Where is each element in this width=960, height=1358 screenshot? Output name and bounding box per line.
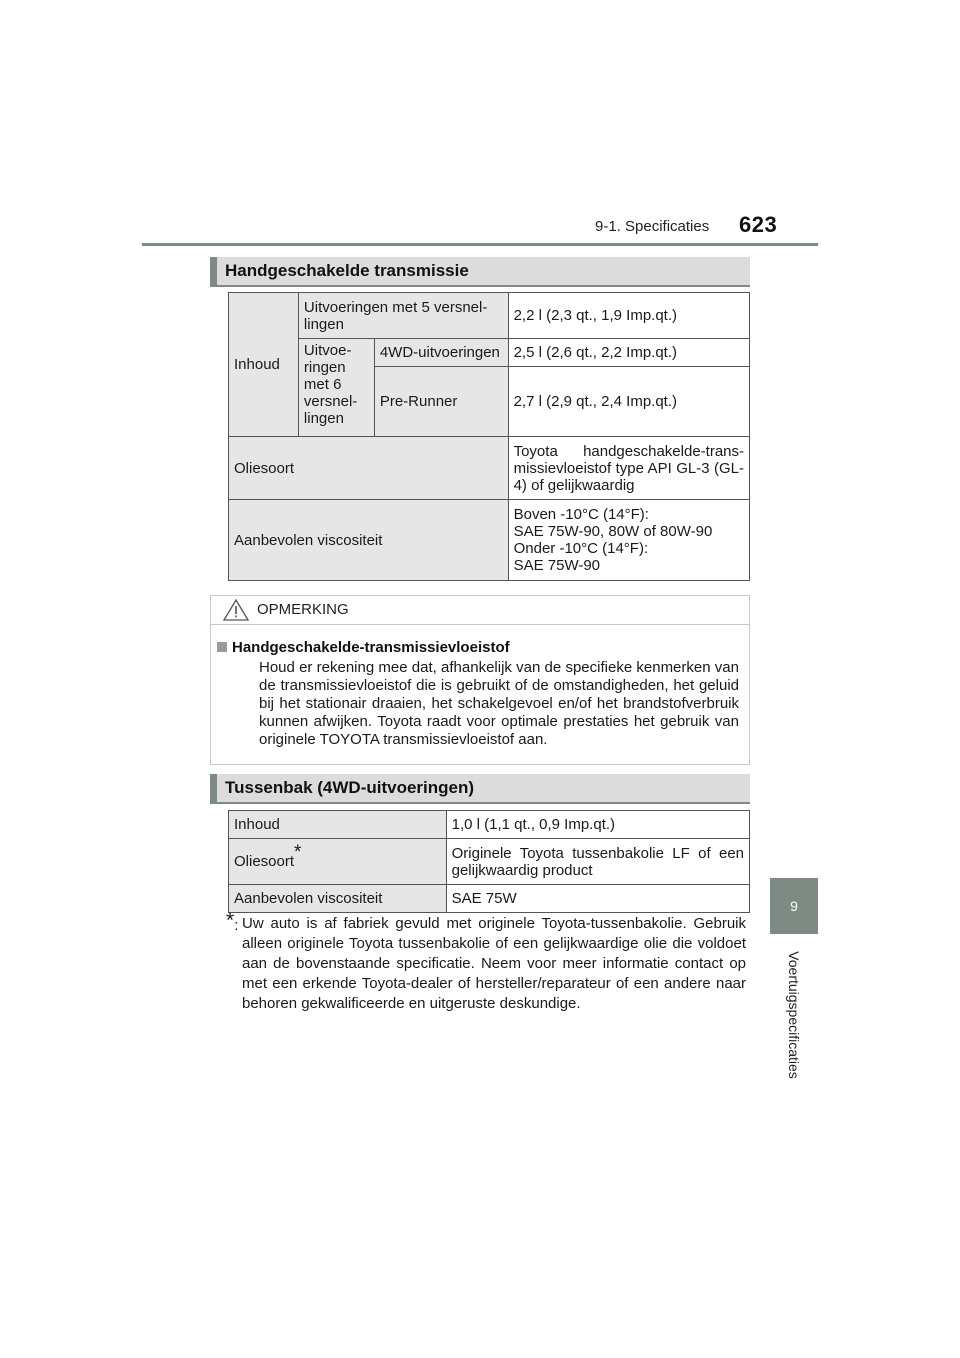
transfer-oil-type-value: Originele Toyota tussenbakolie LF of een gelijkwaardig product [446,839,749,885]
footnote-marker: *: [226,909,239,934]
five-speed-label: Uitvoeringen met 5 versnel-lingen [298,293,508,339]
viscosity-line: Onder -10°C (14°F): [513,540,649,557]
section-heading: 9-1. Specificaties [595,218,710,235]
notice-item-text: Handgeschakelde-transmissievloeistof [232,639,510,656]
viscosity-value [508,500,749,581]
six-speed-label: Uitvoe-ringen met 6 versnel-lingen [298,339,374,437]
transfer-case-table [228,810,750,913]
bullet-square-icon [217,642,227,652]
notice-title: OPMERKING [257,601,349,618]
footnote [226,909,746,1014]
manual-transmission-table [228,292,750,581]
six-speed-4wd-label: 4WD-uitvoeringen [374,339,508,367]
section-title: Handgeschakelde transmissie [225,261,469,280]
notice-box [210,595,750,765]
viscosity-line: SAE 75W-90, 80W of 80W-90 [513,523,713,540]
section-title: Tussenbak (4WD-uitvoeringen) [225,778,475,797]
chapter-label [770,944,818,1086]
oil-type-label: Oliesoort [229,437,509,500]
transfer-viscosity-value: SAE 75W [446,885,749,913]
transfer-capacity-label: Inhoud [229,811,447,839]
section-header-bar [210,257,217,285]
notice-item-title [217,639,510,656]
section-header-manual-transmission [210,257,750,287]
transfer-oil-type-label [229,839,447,885]
header-divider [142,243,818,246]
chapter-label-text: Voertuigspecificaties [786,951,803,1079]
six-speed-4wd-value: 2,5 l (2,6 qt., 2,2 Imp.qt.) [508,339,749,367]
section-header-transfer-case [210,774,750,804]
footnote-text: Uw auto is af fabriek gevuld met originele Toyota-tussenbakolie. Gebruik alleen originele Toyota tussenbakolie of een gelijkwaardige olie die voldoet aan de bovenstaande specificatie. Neem voor meer informatie contact op met een erkende Toyota-dealer of hersteller/reparateur of een andere naar behoren gekwalificeerde en uitgeruste deskundige. [242,915,746,1012]
oil-type-value: Toyota handgeschakelde-trans-missievloeistof type API GL-3 (GL-4) of gelijkwaardig [508,437,749,500]
warning-icon [223,599,249,621]
viscosity-line: SAE 75W-90 [513,557,601,574]
page-number: 623 [739,212,778,237]
notice-body: Houd er rekening mee dat, afhankelijk van de specifieke kenmerken van de transmissievloeistof die is gebruikt of de omstandigheden, het geluid bij het stationair draaien, het schakelgevoel en/of het brandstofverbruik kunnen afwijken. Toyota raadt voor optimale prestaties het gebruik van originele TOYOTA transmissievloeistof aan. [259,659,739,748]
chapter-tab[interactable] [770,878,818,934]
six-speed-prerunner-label: Pre-Runner [374,367,508,437]
six-speed-prerunner-value: 2,7 l (2,9 qt., 2,4 Imp.qt.) [508,367,749,437]
transfer-capacity-value: 1,0 l (1,1 qt., 0,9 Imp.qt.) [446,811,749,839]
section-header-bar [210,774,217,802]
footnote-star: * [226,909,235,932]
viscosity-label: Aanbevolen viscositeit [229,500,509,581]
viscosity-line: Boven -10°C (14°F): [513,506,649,523]
five-speed-value: 2,2 l (2,3 qt., 1,9 Imp.qt.) [508,293,749,339]
transfer-oil-type-text: Oliesoort [234,853,295,870]
notice-header [211,596,749,625]
transfer-viscosity-label: Aanbevolen viscositeit [229,885,447,913]
chapter-number: 9 [790,898,798,914]
capacity-label: Inhoud [229,293,299,437]
footnote-asterisk: * [294,842,302,863]
